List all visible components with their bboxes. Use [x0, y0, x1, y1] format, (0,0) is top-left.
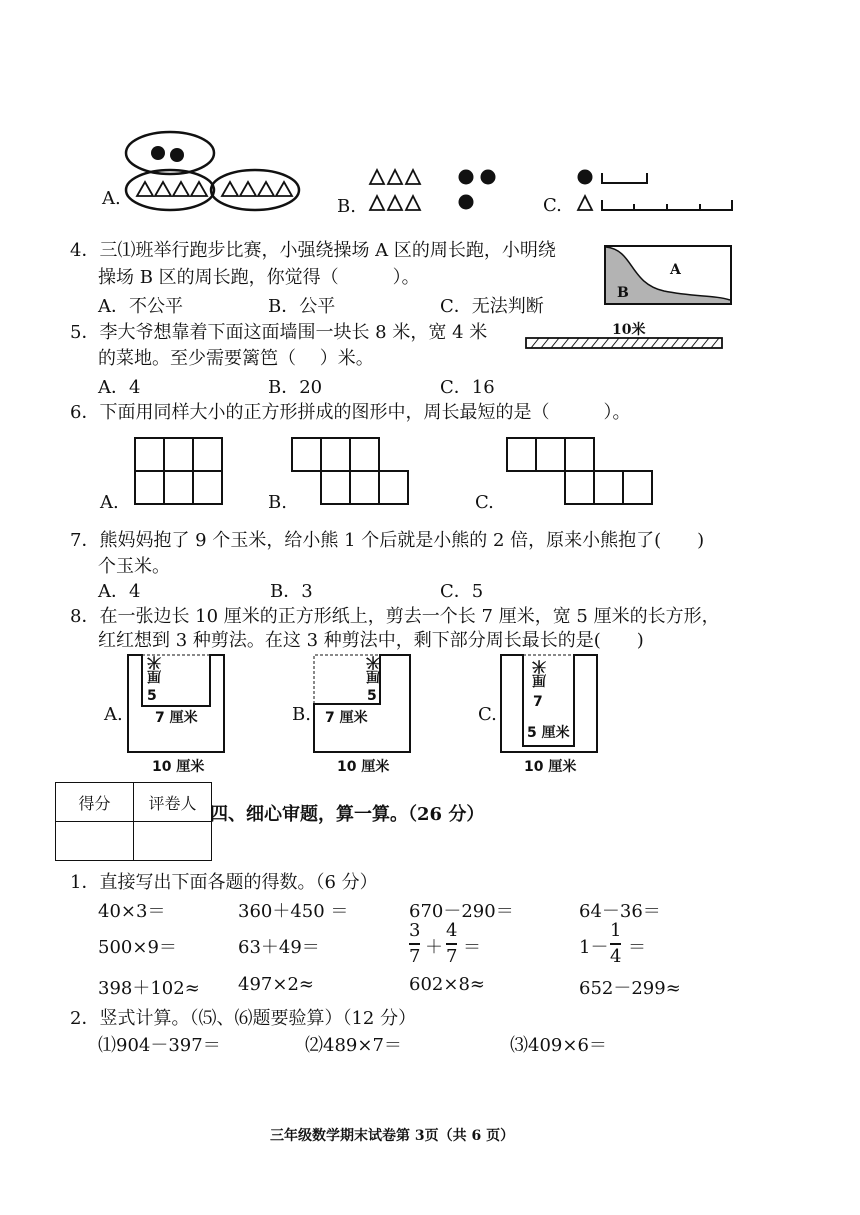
calc1-row3-item3: 602×8≈ [409, 974, 485, 995]
q3-option-a-figure [125, 128, 325, 218]
calc1-row3-item4: 652－299≈ [579, 978, 681, 999]
q4-text-line1: 4．三⑴班举行跑步比赛，小强绕操场 A 区的周长跑，小明绕 [70, 240, 556, 261]
q5-option-b: B．20 [268, 377, 323, 398]
q8-c-label-vertical-unit: 厘米 [532, 660, 548, 688]
q8-a-label-vertical-unit: 厘米 [147, 656, 163, 684]
q6-option-a: A. [100, 492, 119, 513]
q5-wall-figure [525, 336, 725, 352]
calc1-row2-item1: 500×9＝ [98, 937, 177, 958]
q3-option-c-figure [572, 162, 742, 222]
calc1-row1-item1: 40×3＝ [98, 901, 166, 922]
q7-option-c: C．5 [440, 581, 484, 602]
q5-option-a: A．4 [98, 377, 141, 398]
q8-option-c: C. [478, 704, 497, 725]
q6-figure-b [291, 437, 411, 507]
one-minus: 1－ [579, 937, 609, 958]
fraction-numerator: 1 [610, 920, 622, 941]
q4-figure-label-b: B [617, 285, 629, 301]
q8-a-label-bottom: 10 厘米 [152, 759, 205, 775]
q8-c-label-vertical-number: 7 [533, 694, 543, 710]
q8-figure-a [127, 654, 227, 754]
q5-option-c: C．16 [440, 377, 495, 398]
q7-option-b: B．3 [270, 581, 313, 602]
q5-wall-label: 10米 [612, 322, 646, 338]
q4-option-b: B．公平 [268, 296, 336, 317]
q8-c-label-horizontal: 5 厘米 [527, 725, 570, 741]
fraction-denominator: 7 [446, 946, 458, 967]
q5-text-line1: 5．李大爷想靠着下面这面墙围一块长 8 米，宽 4 米 [70, 322, 488, 343]
fraction-three-sevenths [409, 920, 420, 968]
q4-option-a: A．不公平 [98, 296, 183, 317]
calc1-row1-item2: 360＋450 ＝ [238, 901, 349, 922]
q8-b-label-vertical-unit: 厘米 [366, 656, 382, 684]
score-table-header-grader: 评卷人 [134, 783, 212, 822]
equals-sign: ＝ [463, 937, 481, 958]
q6-option-b: B. [268, 492, 287, 513]
q8-b-label-bottom: 10 厘米 [337, 759, 390, 775]
calc1-row1-item4: 64－36＝ [579, 901, 661, 922]
fraction-four-sevenths [446, 920, 457, 968]
fraction-numerator: 3 [409, 920, 421, 941]
q8-c-label-bottom: 10 厘米 [524, 759, 577, 775]
q3-option-a-label: A. [102, 188, 121, 209]
q3-option-b-label: B. [337, 196, 356, 217]
score-table [55, 782, 212, 861]
equals-sign: ＝ [628, 937, 646, 958]
q8-a-label-horizontal: 7 厘米 [155, 710, 198, 726]
q8-figure-b [313, 654, 413, 754]
q4-figure-label-a: A [670, 262, 681, 278]
calc1-row3-item1: 398＋102≈ [98, 978, 200, 999]
calc1-row3-item2: 497×2≈ [238, 974, 314, 995]
grader-input-cell[interactable] [134, 822, 212, 861]
q3-option-b-figure [368, 160, 528, 220]
plus-sign: ＋ [425, 937, 443, 958]
score-table-header-score: 得分 [56, 783, 134, 822]
section-four-title: 四、细心审题，算一算。（26 分） [210, 804, 485, 825]
q7-text-line1: 7．熊妈妈抱了 9 个玉米，给小熊 1 个后就是小熊的 2 倍，原来小熊抱了( ) [70, 530, 705, 551]
fraction-denominator: 7 [409, 946, 421, 967]
fraction-one-quarter [610, 920, 621, 968]
q6-option-c: C. [475, 492, 494, 513]
page-footer: 三年级数学期末试卷第 3页（共 6 页） [270, 1128, 515, 1144]
q6-figure-c [506, 437, 656, 507]
q8-b-label-horizontal: 7 厘米 [325, 710, 368, 726]
q5-text-line2: 的菜地。至少需要篱笆（ ）米。 [98, 348, 374, 369]
q6-text: 6．下面用同样大小的正方形拼成的图形中，周长最短的是（ ）。 [70, 402, 631, 423]
q8-b-label-vertical-number: 5 [367, 688, 377, 704]
q4-text-line2: 操场 B 区的周长跑，你觉得（ ）。 [98, 267, 420, 288]
q8-a-label-vertical-number: 5 [147, 688, 157, 704]
fraction-denominator: 4 [610, 946, 622, 967]
calc2-item2: ⑵489×7＝ [305, 1035, 402, 1056]
calc2-item1: ⑴904－397＝ [98, 1035, 221, 1056]
q8-option-b: B. [292, 704, 311, 725]
calc2-heading: 2．竖式计算。（⑸、⑹题要验算）（12 分） [70, 1008, 417, 1029]
fraction-numerator: 4 [446, 920, 458, 941]
calc1-heading: 1．直接写出下面各题的得数。（6 分） [70, 872, 378, 893]
q8-text-line2: 红红想到 3 种剪法。在这 3 种剪法中，剩下部分周长最长的是( ) [98, 630, 644, 651]
q8-text-line1: 8．在一张边长 10 厘米的正方形纸上，剪去一个长 7 厘米，宽 5 厘米的长方形， [70, 606, 720, 627]
q7-option-a: A．4 [98, 581, 141, 602]
calc2-item3: ⑶409×6＝ [510, 1035, 607, 1056]
q6-figure-a [134, 437, 224, 507]
score-input-cell[interactable] [56, 822, 134, 861]
calc1-row2-item2: 63＋49＝ [238, 937, 320, 958]
q8-option-a: A. [104, 704, 123, 725]
q4-option-c: C．无法判断 [440, 296, 544, 317]
calc1-row1-item3: 670－290＝ [409, 901, 514, 922]
q7-text-line2: 个玉米。 [98, 556, 170, 577]
q3-option-c-label: C. [543, 195, 562, 216]
